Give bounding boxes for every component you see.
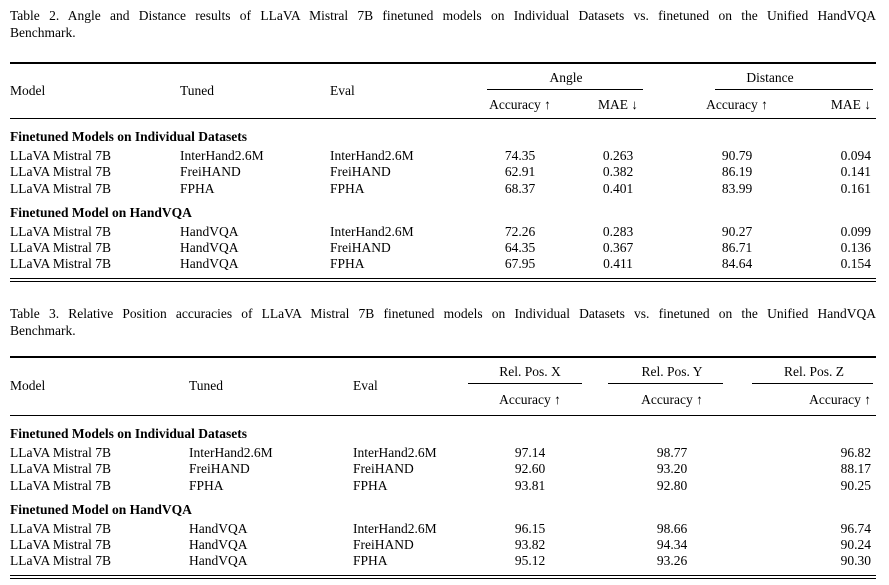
table-cell: 68.37 bbox=[504, 180, 536, 196]
table-cell: 74.35 bbox=[504, 147, 536, 163]
table-cell: 0.401 bbox=[602, 180, 634, 196]
table-row bbox=[10, 181, 876, 197]
table3-caption bbox=[10, 306, 876, 339]
col-header-distance-mae: MAE ↓ bbox=[810, 90, 876, 119]
table-cell: HandVQA bbox=[180, 239, 239, 255]
table3-header bbox=[10, 357, 876, 415]
table-cell: 90.30 bbox=[840, 553, 871, 569]
table-row bbox=[10, 461, 876, 477]
col-header-distance-accuracy: Accuracy ↑ bbox=[664, 90, 810, 119]
group-label-distance: Distance bbox=[746, 70, 794, 85]
table-cell: LLaVA Mistral 7B bbox=[10, 520, 111, 536]
table2-caption-line1: Table 2. Angle and Distance results of LLaVA Mistral 7B finetuned models on Individual Datasets vs. finetuned on the Unified HandVQA bbox=[10, 8, 876, 23]
table-cell: 97.14 bbox=[514, 444, 546, 460]
table-cell: InterHand2.6M bbox=[330, 147, 414, 163]
table2-body bbox=[10, 118, 876, 278]
table-cell: 98.66 bbox=[656, 520, 688, 536]
col-header-model: Model bbox=[10, 357, 189, 415]
table-cell: 0.263 bbox=[602, 147, 634, 163]
table-cell: 0.094 bbox=[840, 147, 871, 163]
table2-container bbox=[10, 62, 876, 282]
table-cell: HandVQA bbox=[189, 553, 248, 569]
table-row bbox=[10, 537, 876, 553]
table3-caption-line1: Table 3. Relative Position accuracies of LLaVA Mistral 7B finetuned models on Individual Datasets vs. finetuned on the Unified HandVQA bbox=[10, 306, 876, 321]
group-header-row bbox=[10, 63, 876, 90]
table-cell: 72.26 bbox=[504, 223, 536, 239]
table-cell: InterHand2.6M bbox=[330, 223, 414, 239]
table-cell: LLaVA Mistral 7B bbox=[10, 223, 111, 239]
table-row bbox=[10, 240, 876, 256]
group-header-distance bbox=[664, 63, 876, 90]
table-cell: LLaVA Mistral 7B bbox=[10, 536, 111, 552]
table-cell: 90.27 bbox=[721, 223, 753, 239]
section-header: Finetuned Models on Individual Datasets bbox=[10, 425, 248, 441]
table-cell: FPHA bbox=[180, 180, 215, 196]
table-cell: 83.99 bbox=[721, 180, 753, 196]
table3-container bbox=[10, 356, 876, 579]
table2-caption-line2: Benchmark. bbox=[10, 24, 76, 40]
table-cell: LLaVA Mistral 7B bbox=[10, 444, 111, 460]
table3-caption-line2: Benchmark. bbox=[10, 322, 76, 338]
table-cell: FPHA bbox=[189, 477, 224, 493]
table-cell: 88.17 bbox=[840, 461, 871, 477]
table-cell: HandVQA bbox=[180, 256, 239, 272]
table-cell: 64.35 bbox=[504, 239, 536, 255]
group-label-rel-pos-z: Rel. Pos. Z bbox=[783, 364, 844, 379]
table-row bbox=[10, 521, 876, 537]
table3 bbox=[10, 356, 876, 576]
table-cell: 0.141 bbox=[840, 164, 871, 180]
group-header-rel-pos-x bbox=[468, 357, 592, 384]
table-cell: FreiHAND bbox=[330, 239, 391, 255]
table2 bbox=[10, 62, 876, 279]
table2-header bbox=[10, 63, 876, 118]
group-header-angle bbox=[468, 63, 664, 90]
group-label-angle: Angle bbox=[549, 70, 583, 85]
table-cell: FreiHAND bbox=[330, 164, 391, 180]
table-cell: InterHand2.6M bbox=[180, 147, 264, 163]
group-label-rel-pos-y: Rel. Pos. Y bbox=[641, 364, 703, 379]
table-row bbox=[10, 256, 876, 278]
table-cell: 67.95 bbox=[504, 256, 536, 272]
table-cell: 0.154 bbox=[840, 256, 871, 272]
table-cell: 0.283 bbox=[602, 223, 634, 239]
table-cell: FreiHAND bbox=[353, 536, 414, 552]
table-cell: LLaVA Mistral 7B bbox=[10, 180, 111, 196]
section-header: Finetuned Model on HandVQA bbox=[10, 502, 192, 518]
table-cell: 93.81 bbox=[514, 477, 546, 493]
col-header-angle-mae: MAE ↓ bbox=[572, 90, 664, 119]
table-cell: LLaVA Mistral 7B bbox=[10, 256, 111, 272]
table-cell: 90.79 bbox=[721, 147, 753, 163]
table3-body bbox=[10, 415, 876, 575]
table-row bbox=[10, 224, 876, 240]
col-header-eval: Eval bbox=[353, 357, 468, 415]
table-cell: LLaVA Mistral 7B bbox=[10, 461, 111, 477]
table-cell: HandVQA bbox=[189, 536, 248, 552]
table-cell: InterHand2.6M bbox=[189, 444, 273, 460]
group-header-rel-pos-y bbox=[592, 357, 752, 384]
table-cell: 92.60 bbox=[514, 461, 546, 477]
table-cell: InterHand2.6M bbox=[353, 444, 437, 460]
table-cell: LLaVA Mistral 7B bbox=[10, 239, 111, 255]
table-row bbox=[10, 445, 876, 461]
section-header-row bbox=[10, 415, 876, 445]
section-header: Finetuned Models on Individual Datasets bbox=[10, 128, 248, 144]
table-cell: 92.80 bbox=[656, 477, 688, 493]
table-cell: FPHA bbox=[330, 256, 365, 272]
table-cell: LLaVA Mistral 7B bbox=[10, 147, 111, 163]
table-cell: LLaVA Mistral 7B bbox=[10, 164, 111, 180]
table-cell: FreiHAND bbox=[180, 164, 241, 180]
col-header-model: Model bbox=[10, 63, 180, 118]
table2-caption bbox=[10, 8, 876, 41]
col-header-rel-pos-y-accuracy: Accuracy ↑ bbox=[592, 384, 752, 416]
col-header-tuned: Tuned bbox=[189, 357, 353, 415]
table-row bbox=[10, 164, 876, 180]
table-cell: 0.411 bbox=[603, 256, 633, 272]
table-cell: 93.26 bbox=[656, 553, 688, 569]
table-cell: 62.91 bbox=[504, 164, 536, 180]
table-cell: 0.382 bbox=[602, 164, 634, 180]
table-cell: InterHand2.6M bbox=[353, 520, 437, 536]
table-cell: FPHA bbox=[330, 180, 365, 196]
table-row bbox=[10, 148, 876, 164]
table-cell: 84.64 bbox=[721, 256, 753, 272]
table-cell: LLaVA Mistral 7B bbox=[10, 477, 111, 493]
section-header-row bbox=[10, 118, 876, 148]
table-cell: 86.19 bbox=[721, 164, 753, 180]
table-cell: 98.77 bbox=[656, 444, 688, 460]
table-cell: 0.161 bbox=[840, 180, 871, 196]
table-row bbox=[10, 553, 876, 575]
table-cell: FreiHAND bbox=[353, 461, 414, 477]
table-row bbox=[10, 478, 876, 494]
section-header-row bbox=[10, 197, 876, 223]
table-cell: HandVQA bbox=[189, 520, 248, 536]
table-cell: 93.82 bbox=[514, 536, 546, 552]
table-cell: 86.71 bbox=[721, 239, 753, 255]
group-label-rel-pos-x: Rel. Pos. X bbox=[499, 364, 561, 379]
table-cell: LLaVA Mistral 7B bbox=[10, 553, 111, 569]
table-cell: FPHA bbox=[353, 553, 388, 569]
table-cell: HandVQA bbox=[180, 223, 239, 239]
group-header-row bbox=[10, 357, 876, 384]
section-header-row bbox=[10, 494, 876, 520]
col-header-angle-accuracy: Accuracy ↑ bbox=[468, 90, 572, 119]
table-cell: 96.82 bbox=[840, 444, 871, 460]
table-cell: 0.367 bbox=[602, 239, 634, 255]
table-cell: 0.099 bbox=[840, 223, 871, 239]
col-header-tuned: Tuned bbox=[180, 63, 330, 118]
table-cell: 0.136 bbox=[840, 239, 871, 255]
table-cell: 96.74 bbox=[840, 520, 871, 536]
table-cell: 93.20 bbox=[656, 461, 688, 477]
table-cell: 96.15 bbox=[514, 520, 546, 536]
table-cell: 90.24 bbox=[840, 536, 871, 552]
col-header-rel-pos-x-accuracy: Accuracy ↑ bbox=[468, 384, 592, 416]
table-cell: 95.12 bbox=[514, 553, 546, 569]
section-header: Finetuned Model on HandVQA bbox=[10, 205, 192, 221]
table-cell: 94.34 bbox=[656, 536, 688, 552]
col-header-rel-pos-z-accuracy: Accuracy ↑ bbox=[752, 384, 876, 416]
table-cell: FPHA bbox=[353, 477, 388, 493]
group-header-rel-pos-z bbox=[752, 357, 876, 384]
table-cell: 90.25 bbox=[840, 477, 871, 493]
col-header-eval: Eval bbox=[330, 63, 468, 118]
table-cell: FreiHAND bbox=[189, 461, 250, 477]
